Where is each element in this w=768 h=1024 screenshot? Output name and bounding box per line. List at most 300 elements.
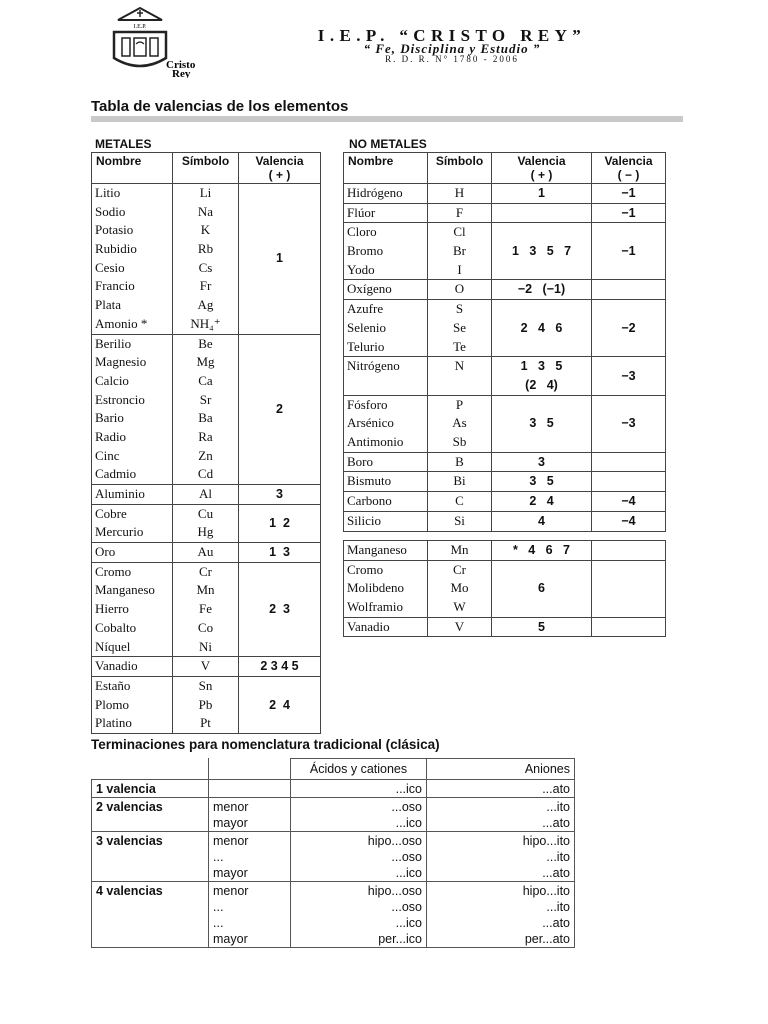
valence-positive — [492, 560, 592, 617]
anion-suffix: ...ato — [542, 866, 570, 880]
element-symbol-line: As — [452, 415, 467, 431]
element-symbol-line: Ni — [199, 638, 212, 654]
page-title: Tabla de valencias de los elementos — [91, 98, 349, 115]
valence-negative-text: −3 — [621, 368, 636, 383]
valence-positive-text: 1 3 — [269, 545, 290, 560]
element-name — [344, 511, 428, 531]
element-symbol-line: Ca — [198, 372, 213, 388]
anion-suffix: hipo...ito — [522, 834, 570, 848]
element-name-line: Carbono — [347, 493, 392, 509]
valence-positive — [239, 676, 321, 733]
element-symbol — [428, 395, 492, 452]
element-name-line: Oro — [95, 544, 116, 560]
element-name-line: Bismuto — [347, 473, 392, 489]
valence-positive — [492, 472, 592, 492]
col-valencia-pos: Valencia ( + ) — [492, 153, 592, 184]
valence-positive — [239, 504, 321, 542]
element-name-line: Cobre — [95, 505, 127, 521]
element-symbol — [173, 562, 239, 656]
element-symbol — [173, 543, 239, 563]
element-name-line: Mercurio — [95, 524, 144, 540]
valence-positive-text: 3 5 — [529, 416, 554, 431]
valence-positive — [239, 657, 321, 677]
valence-degree: menor — [213, 884, 249, 898]
element-symbol-line: NH₄⁺ — [190, 315, 221, 331]
acid-suffix: ...ico — [395, 866, 422, 880]
element-symbol-line: C — [455, 493, 464, 509]
element-name-line: Arsénico — [347, 415, 394, 431]
valence-positive — [492, 300, 592, 357]
element-symbol-line: V — [454, 618, 465, 634]
element-symbol — [173, 184, 239, 335]
element-symbol-line: Sb — [452, 434, 467, 450]
element-name-line: Manganeso — [347, 542, 407, 557]
valence-degree-cell — [209, 882, 291, 948]
element-symbol-line: Si — [454, 512, 465, 528]
anion-suffix: ...ito — [546, 800, 570, 814]
valence-negative-text: −2 — [621, 320, 636, 335]
col-valencia-neg: Valencia ( − ) — [592, 153, 666, 184]
element-name — [344, 452, 428, 472]
col-aniones: Aniones — [427, 759, 575, 780]
element-symbol-line: Mn — [450, 542, 469, 557]
other-group-row — [344, 617, 666, 637]
acid-suffix-cell — [291, 832, 427, 882]
element-symbol — [428, 511, 492, 531]
valence-positive — [492, 203, 592, 223]
element-symbol-line: Br — [453, 243, 466, 259]
element-symbol — [428, 223, 492, 280]
element-name-line: Francio — [95, 278, 135, 294]
element-name-line: Cobalto — [95, 619, 137, 635]
acid-suffix-cell — [291, 780, 427, 798]
element-symbol-line: P — [455, 396, 464, 412]
element-name — [344, 280, 428, 300]
non-metal-group-row — [344, 357, 666, 395]
valence-degree — [213, 781, 290, 797]
element-name — [344, 300, 428, 357]
valence-positive-text: 3 — [276, 487, 283, 501]
element-name-line: Rubidio — [95, 241, 137, 257]
valence-count-label: 2 valencias — [92, 798, 209, 832]
other-group-row — [344, 560, 666, 617]
element-symbol-line: Co — [197, 619, 214, 635]
element-name-line: Manganeso — [95, 582, 155, 598]
valence-positive — [492, 280, 592, 300]
anion-suffix-cell — [427, 798, 575, 832]
school-logo — [110, 4, 222, 78]
element-name-line: Molibdeno — [347, 580, 405, 596]
element-name-line: Vanadio — [95, 658, 138, 674]
element-symbol — [428, 184, 492, 204]
element-name-line: Níquel — [95, 638, 131, 654]
valence-positive-text: 2 4 — [269, 697, 290, 712]
element-symbol — [428, 300, 492, 357]
valence-negative — [592, 541, 666, 561]
anion-suffix: ...ato — [542, 916, 570, 930]
valence-degree-cell — [209, 832, 291, 882]
element-name — [92, 676, 173, 733]
anion-suffix: per...ato — [524, 932, 570, 946]
element-name-line: Estaño — [95, 677, 131, 693]
element-symbol-line: Mo — [450, 580, 469, 596]
element-symbol-line: Li — [199, 185, 212, 200]
element-symbol — [428, 472, 492, 492]
acid-suffix: hipo...oso — [367, 884, 422, 898]
col-nombre: Nombre — [92, 153, 173, 184]
valence-degree: menor — [213, 800, 249, 814]
valence-positive-text-2: (2 4) — [525, 377, 558, 392]
element-name-line: Azufre — [347, 301, 384, 317]
valence-positive-text: 1 — [276, 251, 283, 266]
acid-suffix: per...ico — [378, 932, 422, 946]
element-name — [344, 492, 428, 512]
valence-positive — [492, 357, 592, 395]
valence-positive-text: 1 — [538, 186, 545, 200]
non-metal-group-row — [344, 395, 666, 452]
element-name-line: Cromo — [95, 563, 132, 579]
element-symbol-line: Mn — [196, 582, 215, 598]
element-symbol-line: Na — [197, 203, 214, 219]
anion-suffix-cell — [427, 882, 575, 948]
valence-positive-text: 1 3 5 — [520, 359, 563, 374]
element-name — [92, 485, 173, 505]
valence-negative — [592, 395, 666, 452]
acid-suffix: ...oso — [391, 850, 422, 864]
acid-suffix: ...oso — [391, 800, 422, 814]
valence-positive — [492, 395, 592, 452]
element-symbol-line: S — [455, 301, 464, 317]
valence-degree: ... — [213, 850, 224, 864]
valence-negative — [592, 280, 666, 300]
element-symbol-line: I — [457, 261, 462, 277]
element-symbol — [428, 560, 492, 617]
element-name — [344, 184, 428, 204]
other-elements-table — [343, 540, 666, 637]
element-symbol-line: Hg — [197, 524, 214, 540]
other-group-row — [344, 541, 666, 561]
element-name-line: Wolframio — [347, 599, 403, 615]
valence-negative — [592, 560, 666, 617]
element-name-line: Fósforo — [347, 396, 388, 412]
element-name-line: Aluminio — [95, 486, 145, 501]
element-name-line: Litio — [95, 185, 121, 200]
valence-positive — [492, 541, 592, 561]
element-name — [92, 184, 173, 335]
element-name — [344, 560, 428, 617]
acid-suffix-cell — [291, 798, 427, 832]
non-metal-group-row — [344, 223, 666, 280]
element-symbol-line: Zn — [198, 447, 213, 463]
element-name-line: Boro — [347, 453, 373, 469]
valence-negative — [592, 492, 666, 512]
non-metal-group-row — [344, 452, 666, 472]
valence-positive-text: −2 (−1) — [517, 282, 566, 297]
registration-number: R. D. R. N° 1780 - 2006 — [385, 54, 519, 64]
valence-degree: mayor — [213, 932, 248, 946]
anion-suffix: ...ato — [542, 816, 570, 830]
termination-row — [92, 798, 575, 832]
element-name-line: Cinc — [95, 447, 120, 463]
element-name — [92, 657, 173, 677]
element-symbol — [173, 657, 239, 677]
metal-group-row — [92, 334, 321, 485]
valence-negative-text: −4 — [621, 513, 636, 528]
terminaciones-table — [91, 758, 575, 948]
valence-negative-text: −3 — [621, 416, 636, 431]
element-name — [344, 395, 428, 452]
non-metal-group-row — [344, 280, 666, 300]
element-name-line: Platino — [95, 715, 132, 731]
element-name-line: Antimonio — [347, 434, 404, 450]
element-symbol-line: Cu — [197, 505, 214, 521]
element-name-line: Hierro — [95, 601, 129, 617]
element-symbol — [428, 541, 492, 561]
element-name — [344, 203, 428, 223]
termination-row — [92, 882, 575, 948]
element-symbol — [173, 485, 239, 505]
element-symbol-line: Se — [453, 319, 466, 335]
element-symbol-line: Rb — [197, 241, 214, 257]
element-symbol-line: Te — [453, 338, 466, 354]
valence-positive — [492, 184, 592, 204]
element-name-line: Telurio — [347, 338, 385, 354]
anion-suffix: ...ito — [546, 850, 570, 864]
anion-suffix: ...ato — [542, 782, 570, 796]
element-name-line: Yodo — [347, 261, 375, 277]
valence-positive — [492, 617, 592, 637]
valence-negative — [592, 300, 666, 357]
valence-positive-text: 2 — [276, 401, 283, 416]
anion-suffix: ...ito — [546, 900, 570, 914]
element-name-line: Plata — [95, 297, 121, 313]
element-symbol-line: V — [200, 658, 211, 674]
valence-degree: mayor — [213, 866, 248, 880]
valence-positive-text: 2 3 — [269, 602, 290, 617]
valence-negative — [592, 184, 666, 204]
element-symbol-line: F — [455, 204, 464, 220]
valence-count-label: 1 valencia — [92, 780, 209, 798]
logo-caption-2: Rey — [172, 68, 191, 78]
element-name-line: Magnesio — [95, 354, 147, 370]
element-name — [92, 334, 173, 485]
element-symbol-line: Cd — [197, 466, 214, 482]
element-symbol-line: Pt — [200, 715, 211, 731]
valence-count-label: 4 valencias — [92, 882, 209, 948]
no-metales-heading: NO METALES — [349, 137, 427, 151]
valence-positive-text: 2 3 4 5 — [260, 659, 299, 674]
element-symbol — [428, 203, 492, 223]
element-name — [92, 504, 173, 542]
valence-positive — [239, 334, 321, 485]
valence-negative — [592, 203, 666, 223]
acid-suffix: ...ico — [395, 916, 422, 930]
element-name-line: Cloro — [347, 224, 377, 240]
valence-negative — [592, 472, 666, 492]
element-symbol-line: Al — [199, 486, 212, 501]
col-simbolo: Símbolo — [428, 153, 492, 184]
element-name-line: Amonio * — [95, 315, 148, 331]
valence-positive-text: 6 — [538, 581, 545, 596]
termination-row — [92, 780, 575, 798]
valence-degree: menor — [213, 834, 249, 848]
logo-caption-1: Cristo — [166, 59, 196, 71]
element-name-line: Radio — [95, 428, 127, 444]
element-name-line: Vanadio — [347, 618, 390, 634]
element-symbol-line: Cr — [453, 561, 466, 577]
element-name-line: Plomo — [95, 696, 129, 712]
element-symbol — [428, 617, 492, 637]
valence-positive-text: 2 4 — [529, 494, 554, 509]
element-symbol-line: Ra — [198, 428, 213, 444]
non-metal-group-row — [344, 472, 666, 492]
element-name-line: Potasio — [95, 222, 134, 238]
no-metales-table — [343, 152, 666, 532]
valence-degree: ... — [213, 900, 224, 914]
element-symbol-line: Be — [198, 335, 213, 351]
element-symbol-line: W — [453, 599, 466, 615]
metal-group-row — [92, 676, 321, 733]
element-symbol-line: Mg — [196, 354, 215, 370]
valence-negative-text: −1 — [621, 205, 636, 220]
valence-positive-text: 5 — [538, 619, 545, 634]
element-symbol-line: Cr — [199, 563, 212, 579]
element-symbol — [428, 492, 492, 512]
element-name-line: Selenio — [347, 319, 386, 335]
school-motto: “ Fe, Disciplina y Estudio ” — [363, 41, 541, 56]
terminaciones-title: Terminaciones para nomenclatura tradicional (clásica) — [91, 737, 440, 752]
element-symbol-line: Cl — [453, 224, 466, 240]
metal-group-row — [92, 504, 321, 542]
valence-degree: mayor — [213, 816, 248, 830]
element-name — [344, 472, 428, 492]
element-name-line: Bario — [95, 410, 124, 426]
valence-negative — [592, 452, 666, 472]
valence-positive-text: 2 4 6 — [520, 320, 563, 335]
element-name-line: Cadmio — [95, 466, 137, 482]
element-name — [92, 562, 173, 656]
element-symbol — [173, 334, 239, 485]
valence-positive-text: 3 5 — [529, 474, 554, 489]
valence-negative — [592, 617, 666, 637]
element-symbol-line: Fe — [199, 601, 212, 617]
element-name-line: Sodio — [95, 203, 126, 219]
element-symbol-line: Ag — [197, 297, 214, 313]
element-symbol — [428, 452, 492, 472]
valence-positive — [239, 184, 321, 335]
element-symbol-line: Bi — [453, 473, 466, 489]
element-name-line: Calcio — [95, 372, 129, 388]
element-name-line: Bromo — [347, 243, 384, 259]
school-name: I.E.P. “CRISTO REY” — [317, 26, 587, 45]
element-symbol-line: Fr — [199, 278, 212, 294]
metales-table — [91, 152, 321, 734]
non-metal-group-row — [344, 492, 666, 512]
acid-suffix: hipo...oso — [367, 834, 422, 848]
valence-positive-text: 1 2 — [269, 516, 290, 531]
valence-positive-text: 4 — [538, 513, 545, 528]
metal-group-row — [92, 562, 321, 656]
non-metal-group-row — [344, 511, 666, 531]
valence-positive — [239, 543, 321, 563]
non-metal-group-row — [344, 300, 666, 357]
col-simbolo: Símbolo — [173, 153, 239, 184]
element-name — [344, 617, 428, 637]
col-nombre: Nombre — [344, 153, 428, 184]
element-symbol-line: B — [455, 453, 464, 469]
valence-negative-text: −1 — [621, 244, 636, 259]
element-name-line: Flúor — [347, 204, 376, 220]
element-symbol-line: N — [454, 358, 465, 374]
element-symbol — [428, 357, 492, 395]
metales-heading: METALES — [95, 137, 152, 151]
col-valencia: Valencia ( + ) — [239, 153, 321, 184]
valence-negative-text: −1 — [621, 186, 636, 200]
element-symbol-line: Sr — [199, 391, 212, 407]
element-symbol-line: K — [200, 222, 211, 238]
element-symbol — [173, 676, 239, 733]
valence-negative — [592, 357, 666, 395]
element-name-line: Estroncio — [95, 391, 145, 407]
element-symbol-line: Ba — [198, 410, 213, 426]
anion-suffix: hipo...ito — [522, 884, 570, 898]
acid-suffix: ...oso — [391, 900, 422, 914]
anion-suffix-cell — [427, 832, 575, 882]
logo-text: I.E.P. — [133, 24, 147, 30]
non-metal-group-row — [344, 184, 666, 204]
element-symbol-line: Cs — [198, 259, 213, 275]
valence-negative — [592, 223, 666, 280]
anion-suffix-cell — [427, 780, 575, 798]
valence-positive — [492, 223, 592, 280]
valence-positive — [492, 492, 592, 512]
element-name-line: Cesio — [95, 259, 125, 275]
valence-negative — [592, 511, 666, 531]
acid-suffix: ...ico — [395, 782, 422, 796]
element-name-line: Silicio — [347, 512, 381, 528]
element-name-line: Berilio — [95, 335, 132, 351]
element-symbol-line: Au — [197, 544, 214, 560]
non-metal-group-row — [344, 203, 666, 223]
element-symbol-line: Sn — [198, 677, 213, 693]
valence-negative-text: −4 — [621, 494, 636, 509]
term-corner-2 — [209, 759, 291, 780]
valence-positive-text: 1 3 5 7 — [511, 244, 572, 259]
element-symbol-line — [428, 376, 491, 395]
termination-row — [92, 832, 575, 882]
element-name-line — [344, 376, 427, 395]
element-name — [344, 223, 428, 280]
element-name-line: Oxígeno — [347, 281, 392, 297]
element-symbol — [428, 280, 492, 300]
valence-degree-cell — [209, 798, 291, 832]
valence-degree-cell — [209, 780, 291, 798]
valence-positive — [492, 452, 592, 472]
element-symbol-line: O — [454, 281, 465, 297]
acid-suffix: ...ico — [395, 816, 422, 830]
col-acidos: Ácidos y cationes — [291, 759, 427, 780]
element-symbol-line: H — [454, 185, 465, 200]
element-name — [344, 541, 428, 561]
element-name — [344, 357, 428, 395]
valence-positive-text: 3 — [538, 454, 545, 469]
metal-group-row — [92, 543, 321, 563]
element-symbol — [173, 504, 239, 542]
acid-suffix-cell — [291, 882, 427, 948]
element-symbol-line: Pb — [198, 696, 213, 712]
valence-count-label: 3 valencias — [92, 832, 209, 882]
metal-group-row — [92, 485, 321, 505]
